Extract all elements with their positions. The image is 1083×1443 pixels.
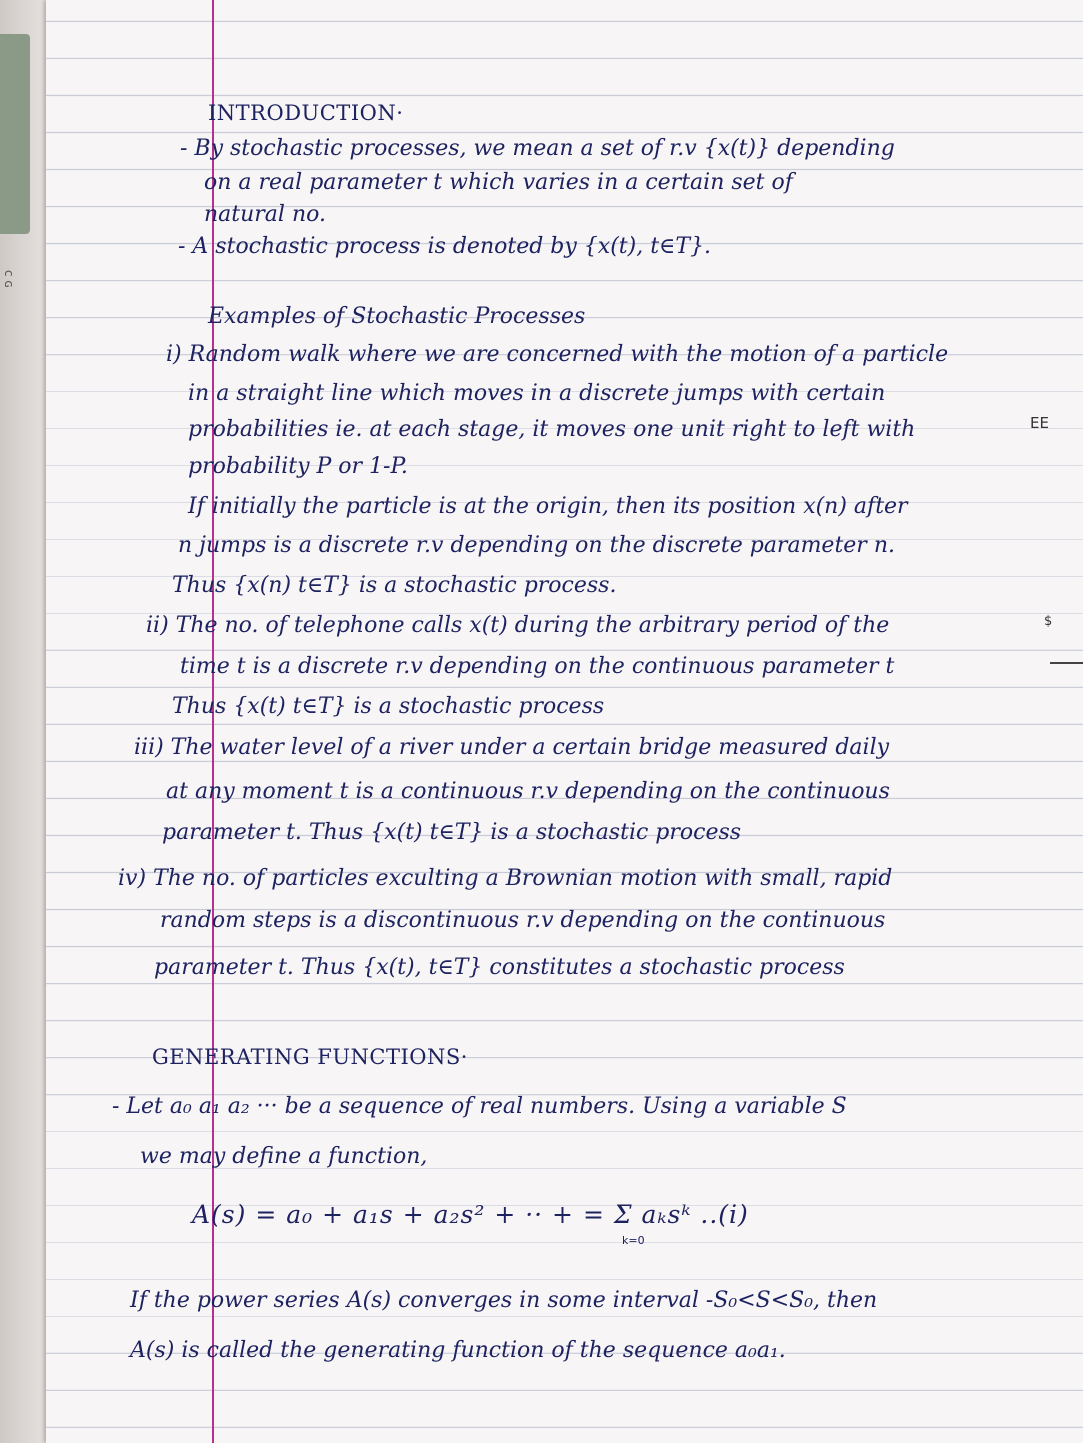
notebook-tab bbox=[0, 34, 30, 234]
edge-text: EE bbox=[1030, 414, 1049, 432]
example-line: at any moment t is a continuous r.v depending on the continuous bbox=[166, 779, 890, 804]
intro-line: on a real parameter t which varies in a certain set of bbox=[204, 170, 793, 195]
generating-heading: GENERATING FUNCTIONS· bbox=[152, 1045, 468, 1069]
edge-dash bbox=[1050, 662, 1083, 664]
edge-s: $ bbox=[1044, 614, 1053, 629]
generating-line: - Let a₀ a₁ a₂ ··· be a sequence of real numbers. Using a variable S bbox=[112, 1094, 847, 1119]
tab-label: ᴄ ɢ bbox=[2, 270, 16, 288]
example-line: iv) The no. of particles exculting a Brownian motion with small, rapid bbox=[118, 866, 893, 891]
notebook-binding bbox=[0, 0, 46, 1443]
example-line: parameter t. Thus {x(t), t∈T} constitutes a stochastic process bbox=[154, 955, 845, 980]
example-line: Thus {x(n) t∈T} is a stochastic process. bbox=[172, 573, 617, 598]
examples-heading: Examples of Stochastic Processes bbox=[208, 304, 586, 329]
example-line: probability P or 1-P. bbox=[188, 454, 408, 479]
example-line: time t is a discrete r.v depending on the continuous parameter t bbox=[180, 654, 895, 679]
generating-line: we may define a function, bbox=[140, 1144, 428, 1169]
example-line: n jumps is a discrete r.v depending on the discrete parameter n. bbox=[178, 533, 895, 558]
formula-subscript: k=0 bbox=[622, 1234, 645, 1247]
generating-line: If the power series A(s) converges in some interval -S₀<S<S₀, then bbox=[130, 1288, 878, 1313]
example-line: iii) The water level of a river under a certain bridge measured daily bbox=[134, 735, 890, 760]
example-line: ii) The no. of telephone calls x(t) during the arbitrary period of the bbox=[146, 613, 890, 638]
example-line: Thus {x(t) t∈T} is a stochastic process bbox=[172, 694, 605, 719]
example-line: probabilities ie. at each stage, it moves one unit right to left with bbox=[188, 417, 916, 442]
example-line: random steps is a discontinuous r.v depending on the continuous bbox=[160, 908, 886, 933]
intro-heading: INTRODUCTION· bbox=[208, 101, 404, 125]
generating-line: A(s) is called the generating function of the sequence a₀a₁. bbox=[130, 1338, 786, 1363]
example-line: in a straight line which moves in a discrete jumps with certain bbox=[188, 381, 886, 406]
example-line: i) Random walk where we are concerned with the motion of a particle bbox=[166, 342, 949, 367]
generating-formula: A(s) = a₀ + a₁s + a₂s² + ·· + = Σ aₖsᵏ ..(i) bbox=[192, 1200, 749, 1229]
example-line: parameter t. Thus {x(t) t∈T} is a stochastic process bbox=[162, 820, 742, 845]
example-line: If initially the particle is at the origin, then its position x(n) after bbox=[188, 494, 908, 519]
intro-line: natural no. bbox=[204, 202, 326, 227]
intro-line: - A stochastic process is denoted by {x(t), t∈T}. bbox=[178, 234, 711, 259]
intro-line: - By stochastic processes, we mean a set of r.v {x(t)} depending bbox=[180, 136, 895, 161]
